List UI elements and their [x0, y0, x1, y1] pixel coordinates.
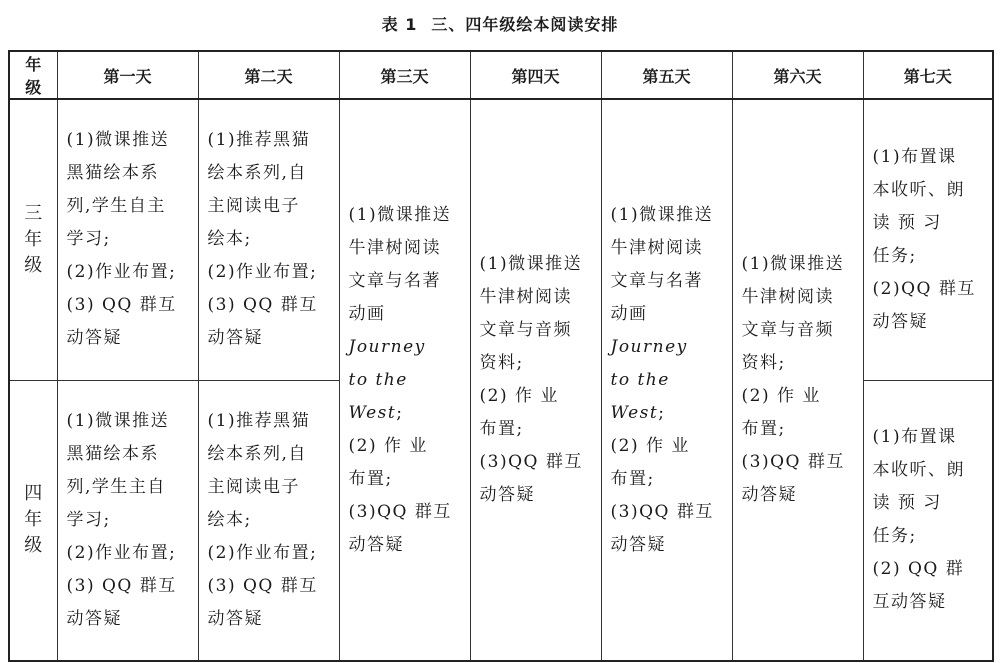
grade4-label: 四年级 — [24, 483, 43, 557]
cell-line: 文章与音频 — [741, 320, 834, 340]
cell-line: 动答疑 — [610, 534, 666, 555]
cell-line: (3)QQ 群互 — [479, 452, 583, 472]
shared-day6-cell — [732, 99, 863, 661]
cell-line: (2)作业布置; — [66, 262, 177, 283]
header-row — [9, 51, 993, 99]
cell-line: 牛津树阅读 — [479, 287, 572, 307]
cell-line: 读 预 习 — [872, 212, 942, 233]
cell-line: 牛津树阅读 — [741, 287, 834, 307]
cell-line: (2) 作 业 — [479, 386, 559, 406]
header-day6: 第六天 — [732, 51, 863, 99]
cell-line: 动答疑 — [348, 534, 404, 555]
cell-line: (2) 作 业 — [348, 435, 428, 456]
cell-text-english: to the West — [348, 369, 408, 423]
cell-line: (1)布置课 — [872, 427, 957, 448]
grade3-day1-cell — [57, 99, 198, 380]
cell-line — [349, 364, 461, 430]
cell-line: 动答疑 — [66, 328, 122, 349]
cell-line: 布置; — [348, 468, 393, 489]
cell-line: (2)作业布置; — [66, 542, 177, 563]
cell-line: 文章与名著 — [610, 270, 703, 291]
cell-line: 主阅读电子 — [207, 196, 300, 217]
cell-line: (1)微课推送 — [348, 204, 452, 225]
cell-line — [349, 298, 461, 364]
cell-line: 本收听、朗 — [872, 460, 965, 481]
table-caption — [0, 12, 1000, 35]
table-number: 表 1 — [381, 15, 418, 34]
cell-line: 绘本; — [207, 509, 252, 530]
grade4-day1-cell — [57, 380, 198, 661]
cell-line: (2) 作 业 — [741, 386, 821, 406]
cell-line: (1)推荐黑猫 — [207, 410, 311, 431]
cell-line: 学习; — [66, 509, 111, 530]
cell-line: (1)推荐黑猫 — [207, 130, 311, 151]
cell-line: 本收听、朗 — [872, 179, 965, 200]
cell-line: (3)QQ 群互 — [348, 501, 452, 522]
cell-line: 文章与名著 — [348, 270, 441, 291]
cell-line: 牛津树阅读 — [610, 237, 703, 258]
cell-line: (3) QQ 群互 — [207, 295, 318, 316]
cell-text-english: to the West — [610, 369, 670, 423]
cell-line: 牛津树阅读 — [348, 237, 441, 258]
header-grade: 年级 — [9, 51, 57, 99]
cell-line: (3) QQ 群互 — [66, 575, 177, 596]
grade3-label: 三年级 — [24, 202, 43, 276]
cell-line: 文章与音频 — [479, 320, 572, 340]
cell-line: (1)布置课 — [872, 146, 957, 167]
cell-line: 黑猫绘本系 — [66, 443, 159, 464]
cell-line: 主阅读电子 — [207, 476, 300, 497]
grade4-label-cell — [9, 380, 57, 661]
grade3-row — [9, 99, 993, 380]
cell-line: 任务; — [872, 245, 917, 266]
cell-line: (1)微课推送 — [66, 130, 170, 151]
grade3-day2-cell — [198, 99, 339, 380]
shared-day5-cell — [601, 99, 732, 661]
cell-line: 动答疑 — [207, 608, 263, 629]
grade3-day7-cell — [863, 99, 993, 380]
cell-line: 布置; — [610, 468, 655, 489]
cell-line: 黑猫绘本系 — [66, 163, 159, 184]
cell-text: 动画 — [348, 303, 386, 324]
cell-line: 绘本; — [207, 229, 252, 250]
grade4-day7-cell — [863, 380, 993, 661]
cell-line: 互动答疑 — [872, 592, 947, 613]
cell-line: (2) QQ 群 — [872, 559, 965, 580]
reading-schedule-table — [8, 50, 994, 662]
header-day5: 第五天 — [601, 51, 732, 99]
cell-line: (2)QQ 群互 — [872, 278, 976, 299]
cell-line: (2) 作 业 — [610, 435, 690, 456]
cell-line: 读 预 习 — [872, 493, 942, 514]
cell-line: (3)QQ 群互 — [741, 452, 845, 472]
cell-line: (1)微课推送 — [741, 254, 845, 274]
cell-line: (1)微课推送 — [610, 204, 714, 225]
shared-day3-cell — [339, 99, 470, 661]
header-day7: 第七天 — [863, 51, 993, 99]
cell-line: (3) QQ 群互 — [207, 575, 318, 596]
cell-line: 动答疑 — [479, 485, 535, 505]
cell-line: 布置; — [479, 419, 524, 439]
cell-line: (3)QQ 群互 — [610, 501, 714, 522]
cell-line: 列,学生自主 — [66, 196, 166, 217]
cell-line: (2)作业布置; — [207, 542, 318, 563]
table-title: 三、四年级绘本阅读安排 — [431, 15, 619, 34]
grade4-day2-cell — [198, 380, 339, 661]
cell-line: (2)作业布置; — [207, 262, 318, 283]
cell-line: 动答疑 — [207, 328, 263, 349]
cell-line: (3) QQ 群互 — [66, 295, 177, 316]
cell-line: 列,学生主自 — [66, 476, 166, 497]
cell-line: 学习; — [66, 229, 111, 250]
cell-line: 绘本系列,自 — [207, 163, 307, 184]
cell-line: 动答疑 — [741, 485, 797, 505]
grade3-label-cell — [9, 99, 57, 380]
cell-line: (1)微课推送 — [479, 254, 583, 274]
cell-line: 绘本系列,自 — [207, 443, 307, 464]
cell-line: 资料; — [479, 353, 524, 373]
cell-line: 动答疑 — [66, 608, 122, 629]
cell-line: 布置; — [741, 419, 786, 439]
cell-text-english: Journey — [610, 336, 688, 357]
header-day2: 第二天 — [198, 51, 339, 99]
cell-line — [611, 298, 723, 364]
cell-line: 动答疑 — [872, 311, 928, 332]
cell-text: ; — [658, 402, 666, 423]
header-day3: 第三天 — [339, 51, 470, 99]
cell-line: (1)微课推送 — [66, 410, 170, 431]
cell-text: ; — [396, 402, 404, 423]
cell-text-english: Journey — [348, 336, 426, 357]
cell-line: 资料; — [741, 353, 786, 373]
shared-day4-cell — [470, 99, 601, 661]
cell-line — [611, 364, 723, 430]
header-day1: 第一天 — [57, 51, 198, 99]
header-day4: 第四天 — [470, 51, 601, 99]
cell-text: 动画 — [610, 303, 648, 324]
cell-line: 任务; — [872, 526, 917, 547]
